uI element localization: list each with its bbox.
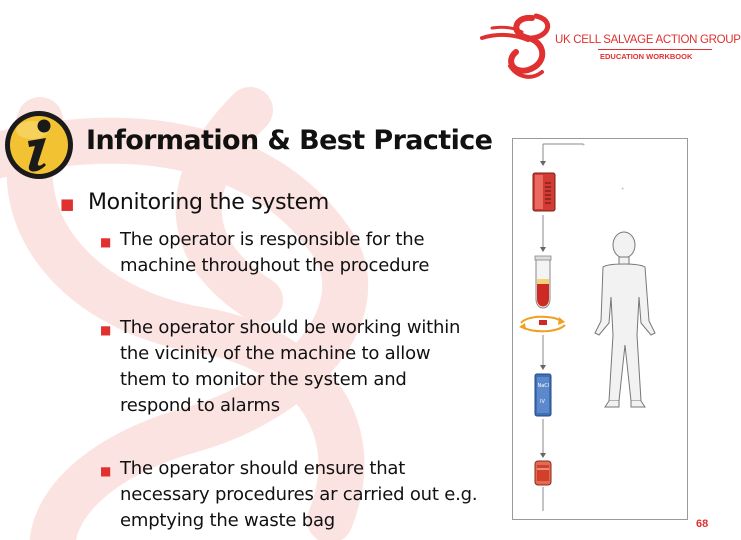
page-number: 68 <box>696 518 709 530</box>
rotation-arrows-icon <box>519 317 565 332</box>
info-icon <box>2 108 76 182</box>
svg-text:+: + <box>621 186 625 191</box>
sub-bullet-text: The operator should ensure that necessary procedures ar carried out e.g. emptying the waste bag <box>120 458 478 531</box>
logo <box>470 8 741 88</box>
bullet-marker-icon: ■ <box>100 235 112 249</box>
bullet-marker-icon: ■ <box>100 323 112 337</box>
sub-bullet-2 <box>100 315 480 419</box>
cell-salvage-diagram <box>512 138 688 520</box>
centrifuge-bowl-icon <box>535 256 551 308</box>
reservoir-icon <box>533 173 555 211</box>
bag-label-bottom: IV <box>540 399 545 405</box>
page-title: Information & Best Practice <box>86 125 493 156</box>
bag-label-top: NaCl <box>537 383 550 389</box>
right-margin <box>697 100 720 540</box>
logo-mark-icon <box>470 8 720 88</box>
svg-text:+: + <box>582 142 586 147</box>
logo-subtitle: EDUCATION WORKBOOK <box>600 52 693 61</box>
sub-bullet-text: The operator is responsible for the machine throughout the procedure <box>120 229 430 276</box>
circuit-illustration <box>513 139 687 519</box>
bullet-marker-icon: ■ <box>60 195 75 213</box>
sub-bullet-1 <box>100 227 480 279</box>
patient-figure-icon <box>595 232 655 407</box>
saline-bag-icon <box>535 374 551 416</box>
logo-org-name: UK CELL SALVAGE ACTION GROUP <box>555 34 741 46</box>
sub-bullet-3 <box>100 456 480 534</box>
sub-bullet-text: The operator should be working within the vicinity of the machine to allow them to monitor the system and respond to alarms <box>120 317 461 416</box>
main-bullet-text: Monitoring the system <box>88 190 329 215</box>
bullet-marker-icon: ■ <box>100 464 112 478</box>
waste-bag-icon <box>535 461 551 485</box>
logo-divider <box>598 49 712 50</box>
